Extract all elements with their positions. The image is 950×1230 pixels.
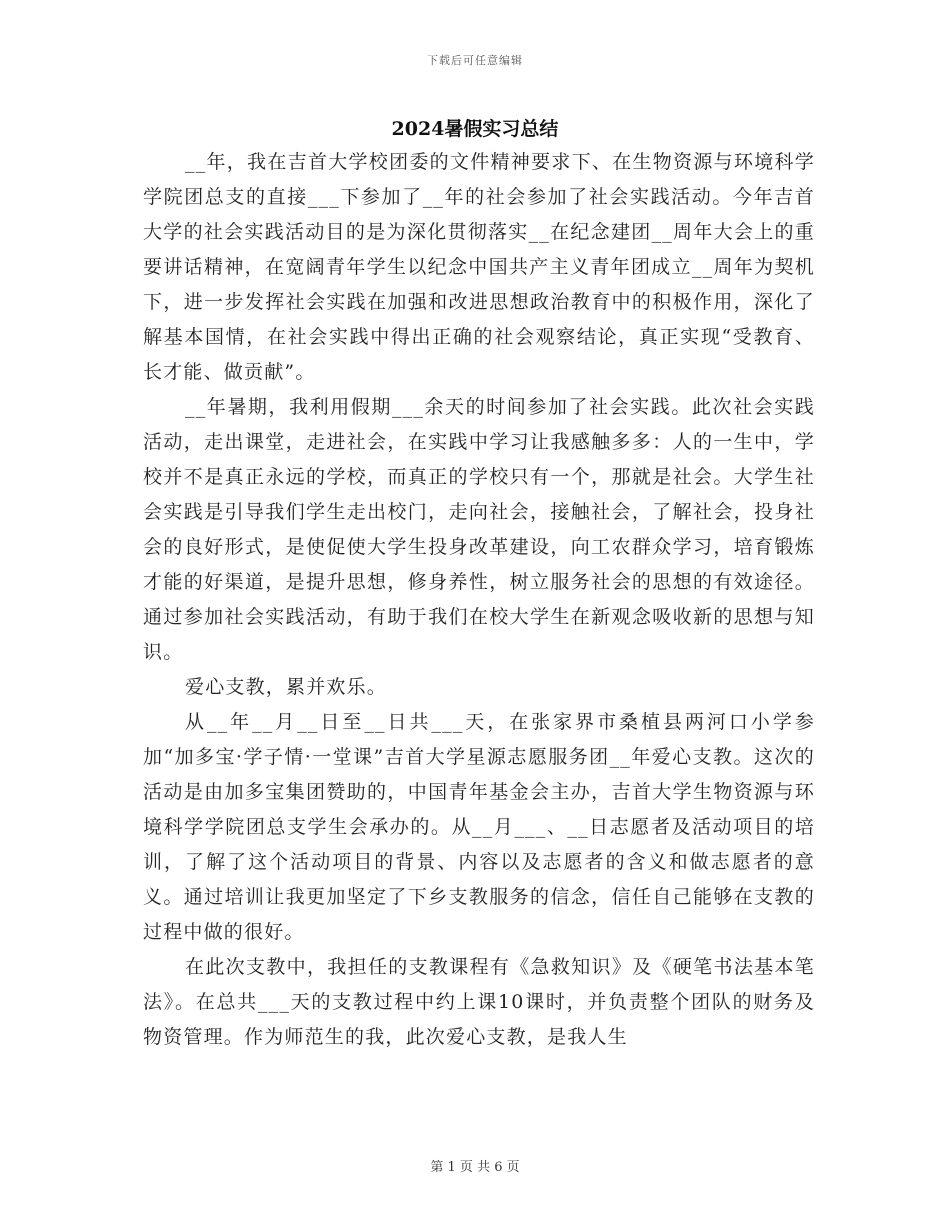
paragraph-summer-practice: __年暑期，我利用假期___余天的时间参加了社会实践。此次社会实践活动，走出课堂，走进社会，在实践中学习让我感触多多：人的一生中，学校并不是真正永远的学校，而真正的学校只有一个，那就是社会。大学生社会实践是引导我们学生走出校门，走向社会，接触社会，了解社会，投身社会的良好形式，是使促使大学生投身改革建设，向工农群众学习，培育锻炼才能的好渠道，是提升思想，修身养性，树立服务社会的思想的有效途径。通过参加社会实践活动，有助于我们在校大学生在新观念吸收新的思想与知识。	[143, 396, 815, 663]
paragraph-volunteer-teaching: 从__年__月__日至__日共___天，在张家界市桑植县两河口小学参加“加多宝·学子情·一堂课”吉首大学星源志愿服务团__年爱心支教。这次的活动是由加多宝集团赞助的，中国青年基金会主办，吉首大学生物资源与环境科学学院团总支学生会承办的。从__月___、__日志愿者及活动项目的培训，了解了这个活动项目的背景、内容以及志愿者的含义和做志愿者的意义。通过培训让我更加坚定了下乡支教服务的信念，信任自己能够在支教的过程中做的很好。	[143, 711, 815, 943]
paragraph-intro: __年，我在吉首大学校团委的文件精神要求下、在生物资源与环境科学学院团总支的直接___下参加了__年的社会参加了社会实践活动。今年吉首大学的社会实践活动目的是为深化贯彻落实__在纪念建团__周年大会上的重要讲话精神，在宽阔青年学生以纪念中国共产主义青年团成立__周年为契机下，进一步发挥社会实践在加强和改进思想政治教育中的积极作用，深化了解基本国情，在社会实践中得出正确的社会观察结论，真正实现“受教育、长才能、做贡献”。	[143, 151, 815, 383]
page-header-note: 下载后可任意编辑	[427, 54, 523, 67]
document-title: 2024暑假实习总结	[391, 118, 559, 140]
paragraph-section-heading: 爱心支教，累并欢乐。	[185, 676, 388, 698]
page-number: 第 1 页 共 6 页	[430, 1160, 520, 1175]
document-body	[143, 145, 815, 1055]
paragraph-courses: 在此次支教中，我担任的支教课程有《急救知识》及《硬笔书法基本笔法》。在总共___天的支教过程中约上课10课时，并负责整个团队的财务及物资管理。作为师范生的我，此次爱心支教，是我人生	[143, 956, 815, 1048]
